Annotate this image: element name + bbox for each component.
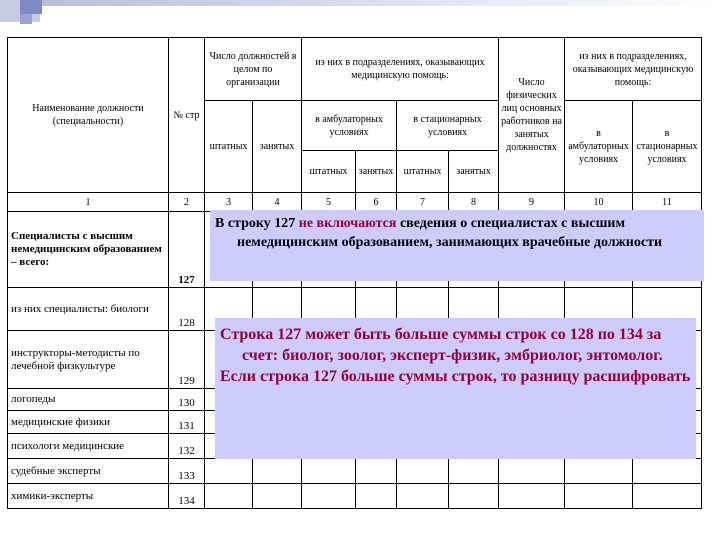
column-number: 5 <box>302 193 356 212</box>
row-name: из них специалисты: биологи <box>8 288 169 331</box>
row-number: 134 <box>169 484 205 509</box>
data-cell[interactable] <box>565 484 633 509</box>
row-name: медицинские физики <box>8 411 169 434</box>
row-name: Специалисты с высшим немедицинским образованием – всего: <box>8 212 169 288</box>
column-numbers-row <box>8 193 702 212</box>
column-number: 2 <box>169 193 205 212</box>
data-cell[interactable] <box>302 484 356 509</box>
note2-paragraph-2: Если строка 127 больше суммы строк, то разницу расшифровать <box>220 368 691 385</box>
header-inpatient: в стационарных условиях <box>397 101 499 151</box>
row-name: логопеды <box>8 389 169 411</box>
column-number: 6 <box>356 193 397 212</box>
header-outpatient: в амбулаторных условиях <box>302 101 397 151</box>
header-outpatient-2: в амбулаторных условиях <box>565 101 633 193</box>
note-box-2 <box>215 318 696 459</box>
data-cell[interactable] <box>449 484 499 509</box>
row-name: химики-эксперты <box>8 484 169 509</box>
data-cell[interactable] <box>356 484 397 509</box>
column-number: 10 <box>565 193 633 212</box>
row-number: 132 <box>169 434 205 459</box>
column-number: 8 <box>449 193 499 212</box>
header-staff: штатных <box>205 101 253 193</box>
row-name: инструкторы-методисты по лечебной физкультуре <box>8 331 169 389</box>
data-cell[interactable] <box>205 484 253 509</box>
column-number: 4 <box>253 193 302 212</box>
note1-text-a: В строку 127 <box>215 216 299 231</box>
row-number: 133 <box>169 459 205 484</box>
row-number: 130 <box>169 389 205 411</box>
note-box-1 <box>210 210 704 281</box>
row-number: 127 <box>169 212 205 288</box>
column-number: 11 <box>633 193 702 212</box>
data-cell[interactable] <box>633 484 702 509</box>
data-cell[interactable] <box>397 484 449 509</box>
note1-text-c: сведения о специалистах с высшим немедицинским образованием, занимающих врачебные должности <box>237 216 663 250</box>
header-name: Наименование должности (специальности) <box>8 38 169 193</box>
data-cell[interactable] <box>356 459 397 484</box>
header-occupied-inpatient: занятых <box>449 151 499 193</box>
column-number: 9 <box>499 193 565 212</box>
data-cell[interactable] <box>253 484 302 509</box>
header-line-no: № стр <box>169 38 205 193</box>
column-number: 1 <box>8 193 169 212</box>
header-staff-inpatient: штатных <box>397 151 449 193</box>
data-cell[interactable] <box>205 459 253 484</box>
row-number: 129 <box>169 331 205 389</box>
column-number: 7 <box>397 193 449 212</box>
data-cell[interactable] <box>253 459 302 484</box>
header-inpatient-2: в стационарных условиях <box>633 101 702 193</box>
header-of-which-units: из них в подразделениях, оказывающих медицинскую помощь: <box>302 38 499 101</box>
header-of-which-units-2: из них в подразделениях, оказывающих медицинскую помощь: <box>565 38 702 101</box>
header-occupied: занятых <box>253 101 302 193</box>
row-number: 131 <box>169 411 205 434</box>
row-name: судебные эксперты <box>8 459 169 484</box>
header-posts-total: Число должностей в целом по организации <box>205 38 302 101</box>
data-cell[interactable] <box>633 459 702 484</box>
row-name: психологи медицинские <box>8 434 169 459</box>
note1-highlight: не включаются <box>298 216 397 231</box>
table-row <box>8 484 702 509</box>
data-cell[interactable] <box>302 459 356 484</box>
data-cell[interactable] <box>449 459 499 484</box>
header-staff-outpatient: штатных <box>302 151 356 193</box>
table-row <box>8 459 702 484</box>
data-cell[interactable] <box>565 459 633 484</box>
data-cell[interactable] <box>499 484 565 509</box>
header-occupied-outpatient: занятых <box>356 151 397 193</box>
data-cell[interactable] <box>499 459 565 484</box>
data-cell[interactable] <box>397 459 449 484</box>
note2-paragraph-1: Строка 127 может быть больше суммы строк со 128 по 134 за счет: биолог, зоолог, эксперт-физик, эмбриолог, энтомолог. <box>220 326 663 364</box>
column-number: 3 <box>205 193 253 212</box>
header-persons: Число физических лиц основных работников на занятых должностях <box>499 38 565 193</box>
row-number: 128 <box>169 288 205 331</box>
